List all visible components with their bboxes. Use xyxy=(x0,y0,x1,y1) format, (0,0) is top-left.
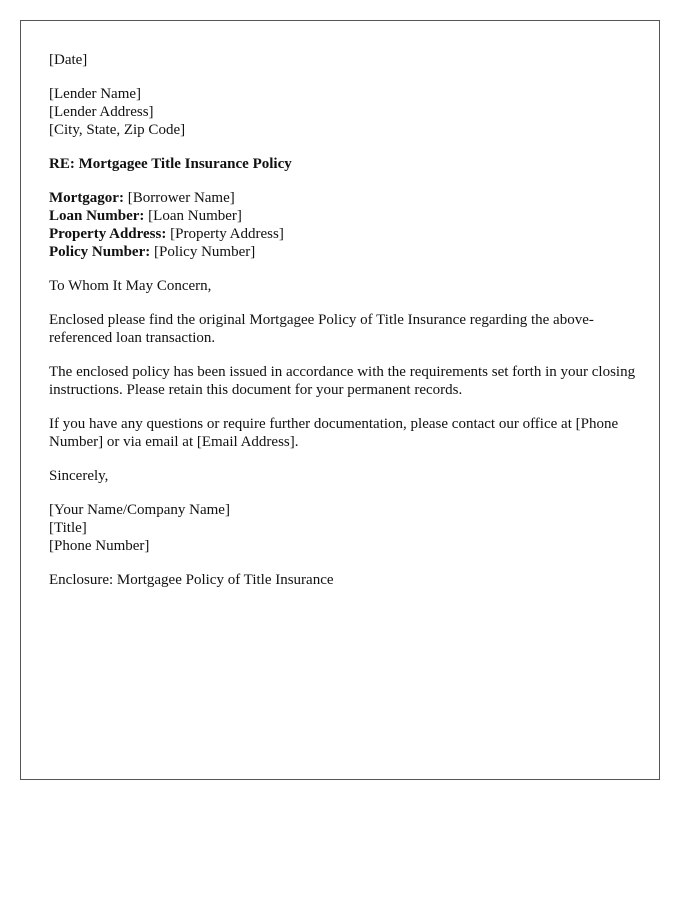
enclosure-line: Enclosure: Mortgagee Policy of Title Insurance xyxy=(49,572,334,588)
property-address-row xyxy=(49,225,637,243)
mortgagor-label: Mortgagor: xyxy=(49,190,124,206)
letter-date: [Date] xyxy=(49,52,88,68)
letter-body xyxy=(49,51,637,605)
loan-number-label: Loan Number: xyxy=(49,208,145,224)
letter-page xyxy=(20,20,660,780)
body-paragraph: Enclosed please find the original Mortgagee Policy of Title Insurance regarding the above-referenced loan transaction. xyxy=(49,312,594,346)
signer-title: [Title] xyxy=(49,520,87,536)
lender-address: [Lender Address] xyxy=(49,104,154,120)
salutation: To Whom It May Concern, xyxy=(49,278,212,294)
body-paragraph: The enclosed policy has been issued in accordance with the requirements set forth in your closing instructions. Please retain this document for your permanent records. xyxy=(49,364,636,398)
body-paragraph: If you have any questions or require further documentation, please contact our office at [Phone Number] or via email at [Email Address]. xyxy=(49,416,619,450)
property-address-label: Property Address: xyxy=(49,226,167,242)
subject-line: RE: Mortgagee Title Insurance Policy xyxy=(49,156,292,172)
lender-city-state-zip: [City, State, Zip Code] xyxy=(49,122,186,138)
signer-name: [Your Name/Company Name] xyxy=(49,502,230,518)
lender-address-block xyxy=(49,85,637,139)
signer-phone: [Phone Number] xyxy=(49,538,150,554)
property-address-value: [Property Address] xyxy=(166,226,284,242)
policy-number-row xyxy=(49,243,637,261)
loan-details-block xyxy=(49,189,637,261)
policy-number-value: [Policy Number] xyxy=(150,244,256,260)
subject-block xyxy=(49,155,637,173)
signature-block xyxy=(49,501,637,555)
policy-number-label: Policy Number: xyxy=(49,244,151,260)
mortgagor-row xyxy=(49,189,637,207)
date-block xyxy=(49,51,637,69)
mortgagor-value: [Borrower Name] xyxy=(123,190,235,206)
loan-number-value: [Loan Number] xyxy=(144,208,242,224)
closing: Sincerely, xyxy=(49,468,109,484)
lender-name: [Lender Name] xyxy=(49,86,142,102)
loan-number-row xyxy=(49,207,637,225)
